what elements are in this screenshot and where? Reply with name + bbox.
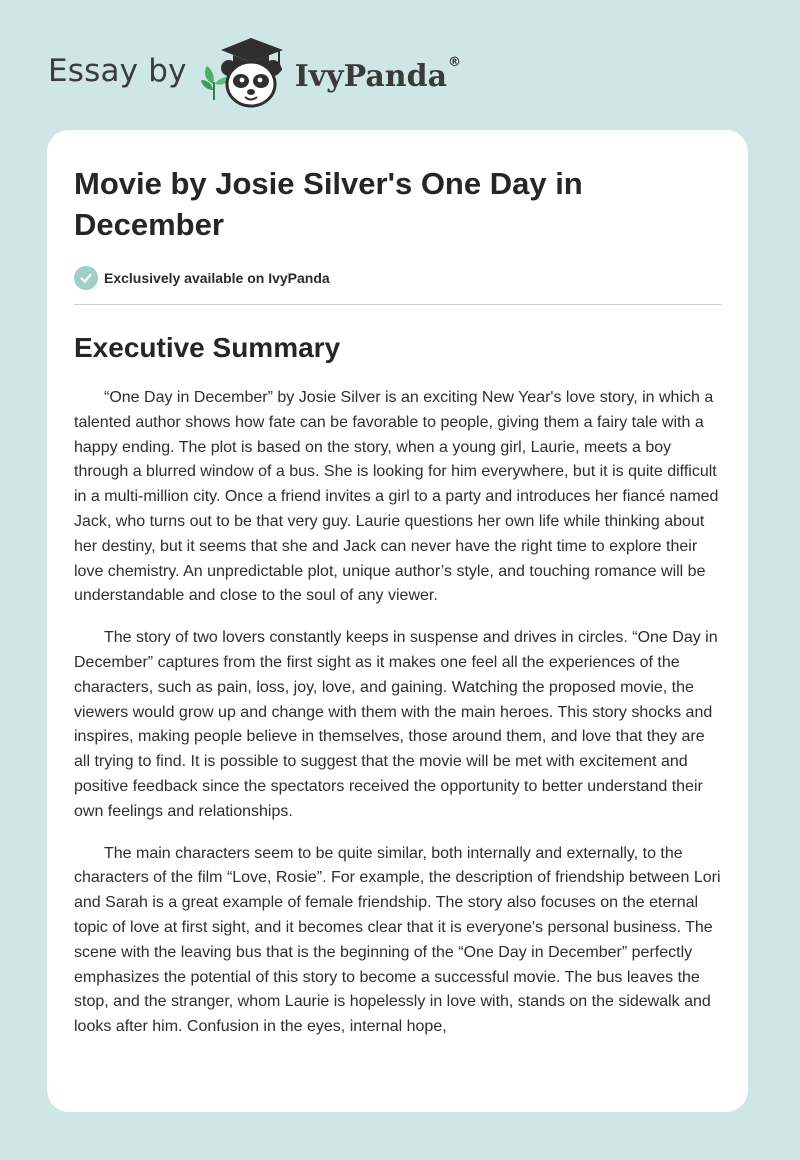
- paragraph: “One Day in December” by Josie Silver is an exciting New Year's love story, in which a talented author shows how fate can be favorable to people, giving them a fairy tale with a happy ending. The plot is based on the story, when a young girl, Laurie, meets a boy through a blurred window of a bus. She is looking for him everywhere, but it is quite difficult in a multi-million city. Once a friend invites a girl to a party and introduces her fiancé named Jack, who turns out to be that very guy. Laurie questions her own life while thinking about her destiny, but it seems that she and Jack can never have the right time to explore their love chemistry. An unpredictable plot, unique author’s style, and touching romance will be understandable and close to the soul of any viewer.: [74, 389, 719, 605]
- essay-card: [47, 130, 748, 1112]
- exclusive-badge: [74, 266, 722, 290]
- exclusive-label: Exclusively available on IvyPanda: [104, 270, 330, 286]
- paragraph: The story of two lovers constantly keeps in suspense and drives in circles. “One Day in December” captures from the first sight as it makes one feel all the experiences of the characters, such as pain, loss, joy, love, and gaining. Watching the proposed movie, the viewers would grow up and change with them with the main heroes. This story shocks and inspires, making people believe in themselves, those around them, and love that they are all trying to find. It is possible to suggest that the movie will be met with excitement and positive feedback since the spectators received the opportunity to better understand their own feelings and relationships.: [74, 629, 718, 820]
- site-header-brand[interactable]: [48, 34, 461, 114]
- divider: [74, 304, 722, 305]
- section-heading: Executive Summary: [74, 332, 341, 363]
- panda-graduation-cap-logo: [199, 34, 291, 114]
- brand-prefix: Essay by: [48, 53, 187, 89]
- page-title: Movie by Josie Silver's One Day in December: [74, 166, 583, 242]
- registered-mark: ®: [448, 54, 462, 70]
- brand-name: IvyPanda®: [294, 54, 462, 94]
- check-icon: [74, 266, 98, 290]
- paragraph: The main characters seem to be quite similar, both internally and externally, to the characters of the film “Love, Rosie”. For example, the description of friendship between Lori and Sarah is a great example of female friendship. The story also focuses on the eternal topic of love at first sight, and it becomes clear that it is everyone's personal business. The scene with the leaving bus that is the beginning of the “One Day in December” perfectly emphasizes the potential of this story to become a successful movie. The bus leaves the stop, and the stranger, whom Laurie is hopelessly in love with, stands on the sidewalk and looks after him. Confusion in the eyes, internal hope,: [74, 844, 721, 1036]
